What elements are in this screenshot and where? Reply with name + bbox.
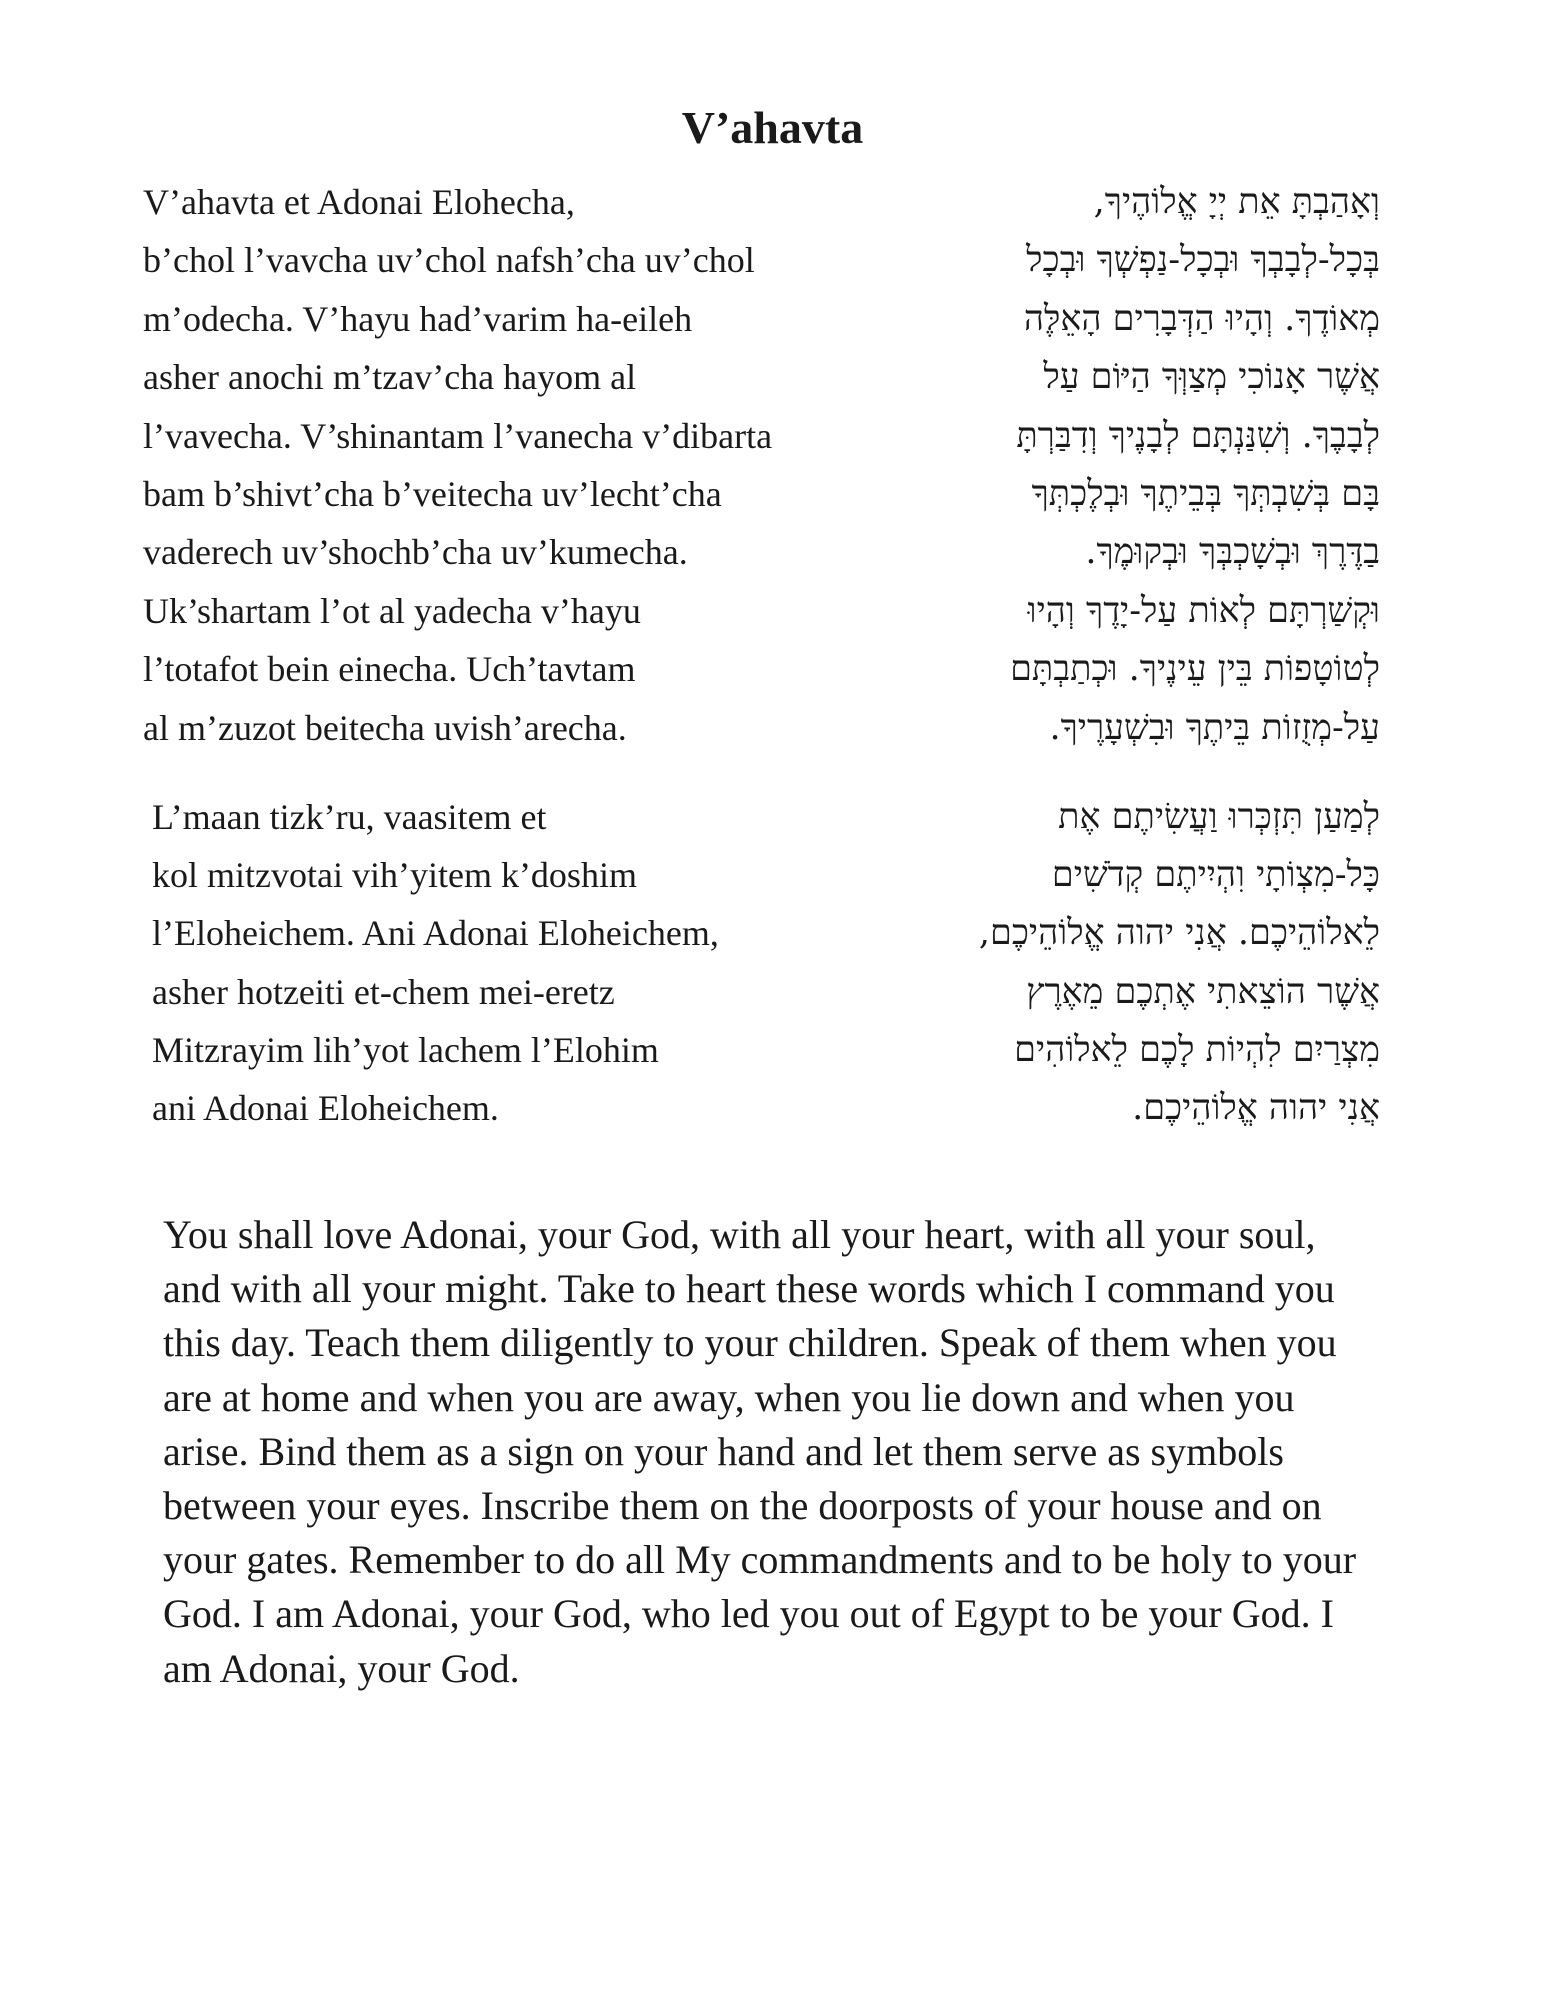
transliteration-text: l’Eloheichem. Ani Adonai Eloheichem, [152, 913, 719, 954]
verse-line [0, 963, 1545, 1021]
verse-line [0, 465, 1545, 523]
hebrew-text: בַדֶּרֶךְ וּבְשָׁכְבְּךָ וּבְקוּמֶךָ. [1085, 532, 1380, 573]
transliteration-text: L’maan tizk’ru, vaasitem et [152, 797, 547, 837]
hebrew-text: בְּכָל-לְבָבְךָ וּבְכָל-נַפְשְׁךָ וּבְכָל [1026, 240, 1380, 281]
verse-line [0, 348, 1545, 406]
transliteration-text: bam b’shivt’cha b’veitecha uv’lecht’cha [143, 473, 722, 514]
hebrew-text: אֲשֶׁר הוֹצֵאתִי אֶתְכֶם מֵאֶרֶץ [1026, 971, 1380, 1012]
transliteration-text: asher anochi m’tzav’cha hayom al [143, 357, 637, 398]
transliteration-text: kol mitzvotai vih’yitem k’doshim [152, 855, 637, 896]
transliteration-text: V’ahavta et Adonai Elohecha, [143, 182, 575, 222]
stanza-1 [0, 173, 1545, 757]
verse-line [0, 231, 1545, 289]
verse-line [0, 1021, 1545, 1079]
transliteration-text: b’chol l’vavcha uv’chol nafsh’cha uv’chol [143, 240, 755, 281]
transliteration-text: l’vavecha. V’shinantam l’vanecha v’dibarta [143, 415, 773, 456]
transliteration-text: m’odecha. V’hayu had’varim ha-eileh [143, 298, 693, 339]
hebrew-text: מְאוֹדֶךָ. וְהָיוּ הַדְּבָרִים הָאֵלֶּה [1023, 298, 1380, 339]
verse-line [0, 173, 1545, 231]
hebrew-text: כָּל-מִצְוֹתָי וִהְיִיתֶם קְדֹשִׁים [1051, 855, 1380, 896]
verse-line [0, 846, 1545, 904]
stanza-2 [0, 788, 1545, 1137]
verse-line [0, 582, 1545, 640]
transliteration-text: ani Adonai Eloheichem. [152, 1087, 499, 1128]
hebrew-text: לֵאלוֹהֵיכֶם. אֲנִי יהוה אֱלוֹהֵיכֶם, [978, 913, 1380, 954]
hebrew-text: וּקְשַׁרְתָּם לְאוֹת עַל-יָדֶךָ וְהָיוּ [1027, 590, 1380, 631]
verse-line [0, 699, 1545, 757]
verse-line [0, 904, 1545, 962]
transliteration-text: Uk’shartam l’ot al yadecha v’hayu [143, 590, 641, 631]
verse-line [0, 407, 1545, 465]
transliteration-text: al m’zuzot beitecha uvish’arecha. [143, 707, 627, 748]
hebrew-text: אֲשֶׁר אָנוֹכִי מְצַוְּךָ הַיּוֹם עַל [1043, 357, 1380, 398]
verse-line [0, 290, 1545, 348]
hebrew-text: מִצְרַיִם לִהְיוֹת לָכֶם לֵאלוֹהִים [1014, 1029, 1380, 1070]
transliteration-text: Mitzrayim lih’yot lachem l’Elohim [152, 1029, 659, 1070]
hebrew-text: בָּם בְּשִׁבְתְּךָ בְּבֵיתֶךָ וּבְלֶכְתְּךָ [1031, 473, 1380, 514]
verse-line [0, 640, 1545, 698]
english-translation: You shall love Adonai, your God, with all your heart, with all your soul, and with all your might. Take to heart these words which I command you this day. Teach them diligently to your children. Speak of them when you are at home and when you are away, when you lie down and when you arise. Bind them as a sign on your hand and let them serve as symbols between your eyes. Inscribe them on the doorposts of your house and on your gates. Remember to do all My commandments and to be holy to your God. I am Adonai, your God, who led you out of Egypt to be your God. I am Adonai, your God. [163, 1212, 1357, 1691]
hebrew-text: וְאָהַבְתָּ אֵת יְיָ אֱלוֹהֶיךָ, [1093, 182, 1380, 222]
verse-line [0, 523, 1545, 581]
verse-line [0, 788, 1545, 846]
transliteration-text: vaderech uv’shochb’cha uv’kumecha. [143, 532, 688, 573]
hebrew-text: אֲנִי יהוה אֱלוֹהֵיכֶם. [1132, 1087, 1380, 1128]
hebrew-text: עַל-מְזֻזוֹת בֵּיתֶךָ וּבִשְׁעָרֶיךָ. [1049, 707, 1380, 748]
hebrew-text: לְטוֹטָפוֹת בֵּין עֵינֶיךָ. וּכְתַבְתָּם [1010, 649, 1380, 690]
verse-line [0, 1079, 1545, 1137]
transliteration-text: asher hotzeiti et-chem mei-eretz [152, 971, 615, 1012]
hebrew-text: לְבָבֶךָ. וְשִׁנַּנְתָּם לְבָנֶיךָ וְדִבַּרְתָּ [1016, 415, 1380, 456]
page-title: V’ahavta [681, 102, 864, 153]
hebrew-text: לְמַעַן תִּזְכְּרוּ וַעֲשִׂיתֶם אֶת [1058, 797, 1380, 837]
transliteration-text: l’totafot bein einecha. Uch’tavtam [143, 649, 636, 690]
